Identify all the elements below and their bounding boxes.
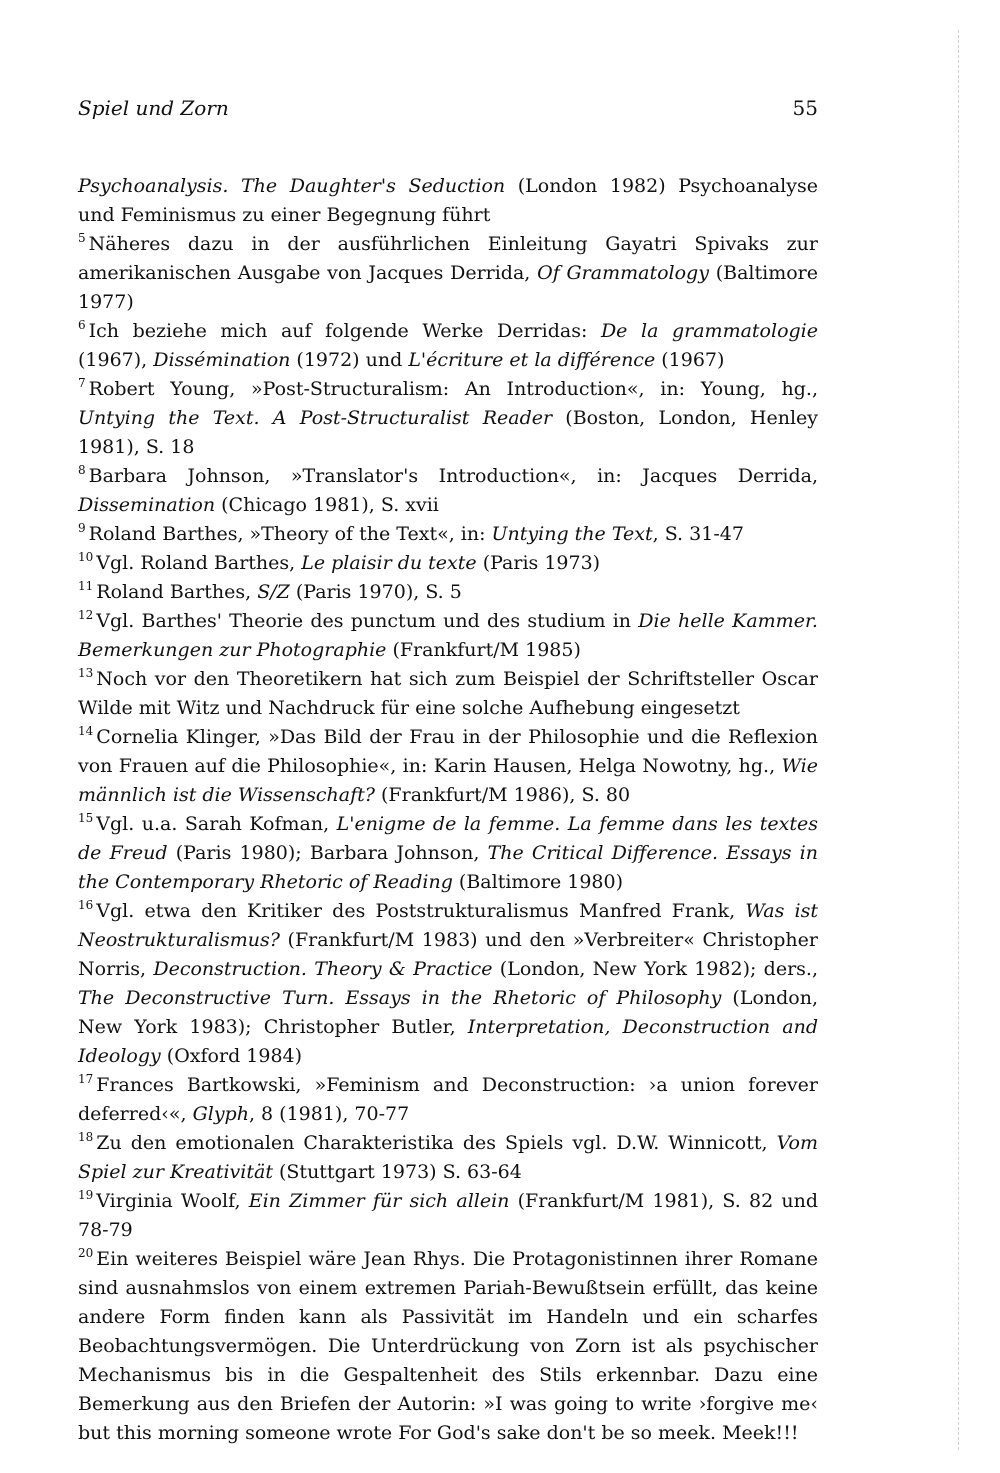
footnote-text: (Frankfurt/M 1985) <box>386 639 581 661</box>
footnote-text: Barbara Johnson, »Translator's Introduction«, in: Jacques Derrida, <box>88 465 818 487</box>
footnote-number: 18 <box>78 1130 94 1144</box>
footnote-text: (Stuttgart 1973) S. 63-64 <box>272 1161 522 1183</box>
footnote-title: Die helle Kammer. Bemerkungen zur Photographie <box>78 610 818 661</box>
footnote-text: Ich beziehe mich auf folgende Werke Derridas: <box>88 320 601 342</box>
footnote-text: (Paris 1973) <box>476 552 601 574</box>
footnote <box>78 230 818 317</box>
footnote-text: (London, New York 1982); ders., <box>492 958 818 980</box>
footnote-text: Vgl. u.a. Sarah Kofman, <box>96 813 337 835</box>
footnote-text: (Frankfurt/M 1981), S. 82 und 78-79 <box>78 1190 819 1241</box>
footnote-text: (Boston, London, Henley 1981), S. 18 <box>78 407 818 458</box>
footnote-title: L'écriture et la différence <box>408 349 656 371</box>
page-number: 55 <box>792 96 818 120</box>
footnote <box>78 665 818 723</box>
footnote-number: 11 <box>78 579 94 593</box>
footnote <box>78 1129 818 1187</box>
footnote-text: (Paris 1980); Barbara Johnson, <box>167 842 488 864</box>
footnote <box>78 578 818 607</box>
footnote-text: Noch vor den Theoretikern hat sich zum Beispiel der Schriftsteller Oscar Wilde mit Witz und Nachdruck für eine solche Aufhebung eingesetzt <box>78 668 818 719</box>
footnote-title: The Deconstructive Turn. Essays in the Rhetoric of Philosophy <box>78 987 722 1009</box>
footnote-title: Psychoanalysis. The Daughter's Seduction <box>78 175 506 197</box>
footnote-number: 19 <box>78 1188 94 1202</box>
footnote-number: 9 <box>78 521 86 535</box>
footnote-number: 10 <box>78 550 94 564</box>
footnote-text: (Paris 1970), S. 5 <box>289 581 462 603</box>
footnote-title: Vom Spiel zur Kreativität <box>78 1132 818 1183</box>
footnote-text: (London, New York 1983); Christopher Butler, <box>78 987 819 1038</box>
footnote-text: Cornelia Klinger, »Das Bild der Frau in der Philosophie und die Reflexion von Frauen auf die Philosophie«, in: Karin Hausen, Helga Nowotny, hg., <box>78 726 818 777</box>
footnote-number: 17 <box>78 1072 94 1086</box>
footnote-title: The Critical Difference. Essays in the Contemporary Rhetoric of Reading <box>78 842 819 893</box>
footnote-text: , 8 (1981), 70-77 <box>248 1103 410 1125</box>
footnote <box>78 1071 818 1129</box>
footnote-text: Vgl. Barthes' Theorie des punctum und des studium in <box>96 610 639 632</box>
footnote <box>78 317 818 375</box>
footnote-title: Deconstruction. Theory & Practice <box>153 958 493 980</box>
footnote-text: , S. 31-47 <box>652 523 744 545</box>
footnote-number: 6 <box>78 318 86 332</box>
footnote <box>78 549 818 578</box>
scan-edge-line <box>958 30 960 1450</box>
footnote-text: Frances Bartkowski, »Feminism and Deconstruction: ›a union forever deferred‹«, <box>78 1074 818 1125</box>
footnote-number: 14 <box>78 724 94 738</box>
footnote-title: Dissémination <box>153 349 291 371</box>
footnote-title: Of Grammatology <box>537 262 709 284</box>
footnote-text: Näheres dazu in der ausführlichen Einleitung Gayatri Spivaks zur amerikanischen Ausgabe von Jacques Derrida, <box>78 233 818 284</box>
footnote-title: Interpretation, Deconstruction and Ideology <box>78 1016 818 1067</box>
footnote <box>78 607 818 665</box>
footnote-text: (1967), <box>78 349 154 371</box>
footnote-text: Vgl. Roland Barthes, <box>96 552 302 574</box>
footnote-number: 15 <box>78 811 94 825</box>
running-head-title: Spiel und Zorn <box>78 96 229 120</box>
footnote-text: Virginia Woolf, <box>96 1190 249 1212</box>
footnote-number: 12 <box>78 608 94 622</box>
footnote-title: L'enigme de la femme. La femme dans les textes de Freud <box>78 813 818 864</box>
footnote-text: (Frankfurt/M 1983) und den »Verbreiter« Christopher Norris, <box>78 929 818 980</box>
footnote-title: Dissemination <box>78 494 216 516</box>
footnote <box>78 897 818 1071</box>
footnote-title: Glyph <box>192 1103 249 1125</box>
footnote-text: (1967) <box>655 349 725 371</box>
footnote <box>78 810 818 897</box>
footnote-text: (Baltimore 1980) <box>452 871 623 893</box>
footnote-number: 5 <box>78 231 86 245</box>
footnote-title: S/Z <box>257 581 290 603</box>
running-head <box>78 96 818 126</box>
footnote-text: Robert Young, »Post-Structuralism: An Introduction«, in: Young, hg., <box>88 378 818 400</box>
footnote <box>78 1245 818 1448</box>
footnote <box>78 723 818 810</box>
footnote-number: 16 <box>78 898 94 912</box>
footnote <box>78 375 818 462</box>
footnote-text: (Baltimore 1977) <box>78 262 818 313</box>
footnote-title: Ein Zimmer für sich allein <box>248 1190 510 1212</box>
footnote-title: Was ist Neostrukturalismus? <box>78 900 818 951</box>
footnote-title: Untying the Text <box>491 523 653 545</box>
footnote-number: 7 <box>78 376 86 390</box>
footnote-text: (Oxford 1984) <box>160 1045 303 1067</box>
footnote-title: De la grammatologie <box>600 320 818 342</box>
footnote <box>78 462 818 520</box>
footnotes-list <box>78 172 818 1448</box>
footnote-text: Roland Barthes, »Theory of the Text«, in: <box>88 523 492 545</box>
footnote-number: 20 <box>78 1246 94 1260</box>
footnote-title: Le plaisir du texte <box>301 552 477 574</box>
footnote <box>78 520 818 549</box>
footnote-text: (Chicago 1981), S. xvii <box>215 494 439 516</box>
footnote-title: Wie männlich ist die Wissenschaft? <box>78 755 818 806</box>
footnote-text: Roland Barthes, <box>96 581 258 603</box>
footnote-number: 8 <box>78 463 86 477</box>
footnote-text: (Frankfurt/M 1986), S. 80 <box>374 784 631 806</box>
footnote <box>78 172 818 230</box>
footnote-text: (London 1982) Psychoanalyse und Feminismus zu einer Begegnung führt <box>78 175 818 226</box>
footnote-text: Ein weiteres Beispiel wäre Jean Rhys. Die Protagonistinnen ihrer Romane sind ausnahmslos von einem extremen Pariah-Bewußtsein erfüllt, das keine andere Form finden kann als Passivität im Handeln und ein scharfes Beobachtungsvermögen. Die Unterdrückung von Zorn ist als psychischer Mechanismus bis in die Gespaltenheit des Stils erkennbar. Dazu eine Bemerkung aus den Briefen der Autorin: »I was going to write ›forgive me‹ but this morning someone wrote For God's sake don't be so meek. Meek!!! <box>78 1248 818 1444</box>
footnote-text: Zu den emotionalen Charakteristika des Spiels vgl. D.W. Winnicott, <box>96 1132 777 1154</box>
footnote-title: Untying the Text. A Post-Structuralist Reader <box>78 407 553 429</box>
footnote-number: 13 <box>78 666 94 680</box>
footnote-text: (1972) und <box>290 349 409 371</box>
footnote-text: Vgl. etwa den Kritiker des Poststrukturalismus Manfred Frank, <box>96 900 746 922</box>
footnote <box>78 1187 818 1245</box>
